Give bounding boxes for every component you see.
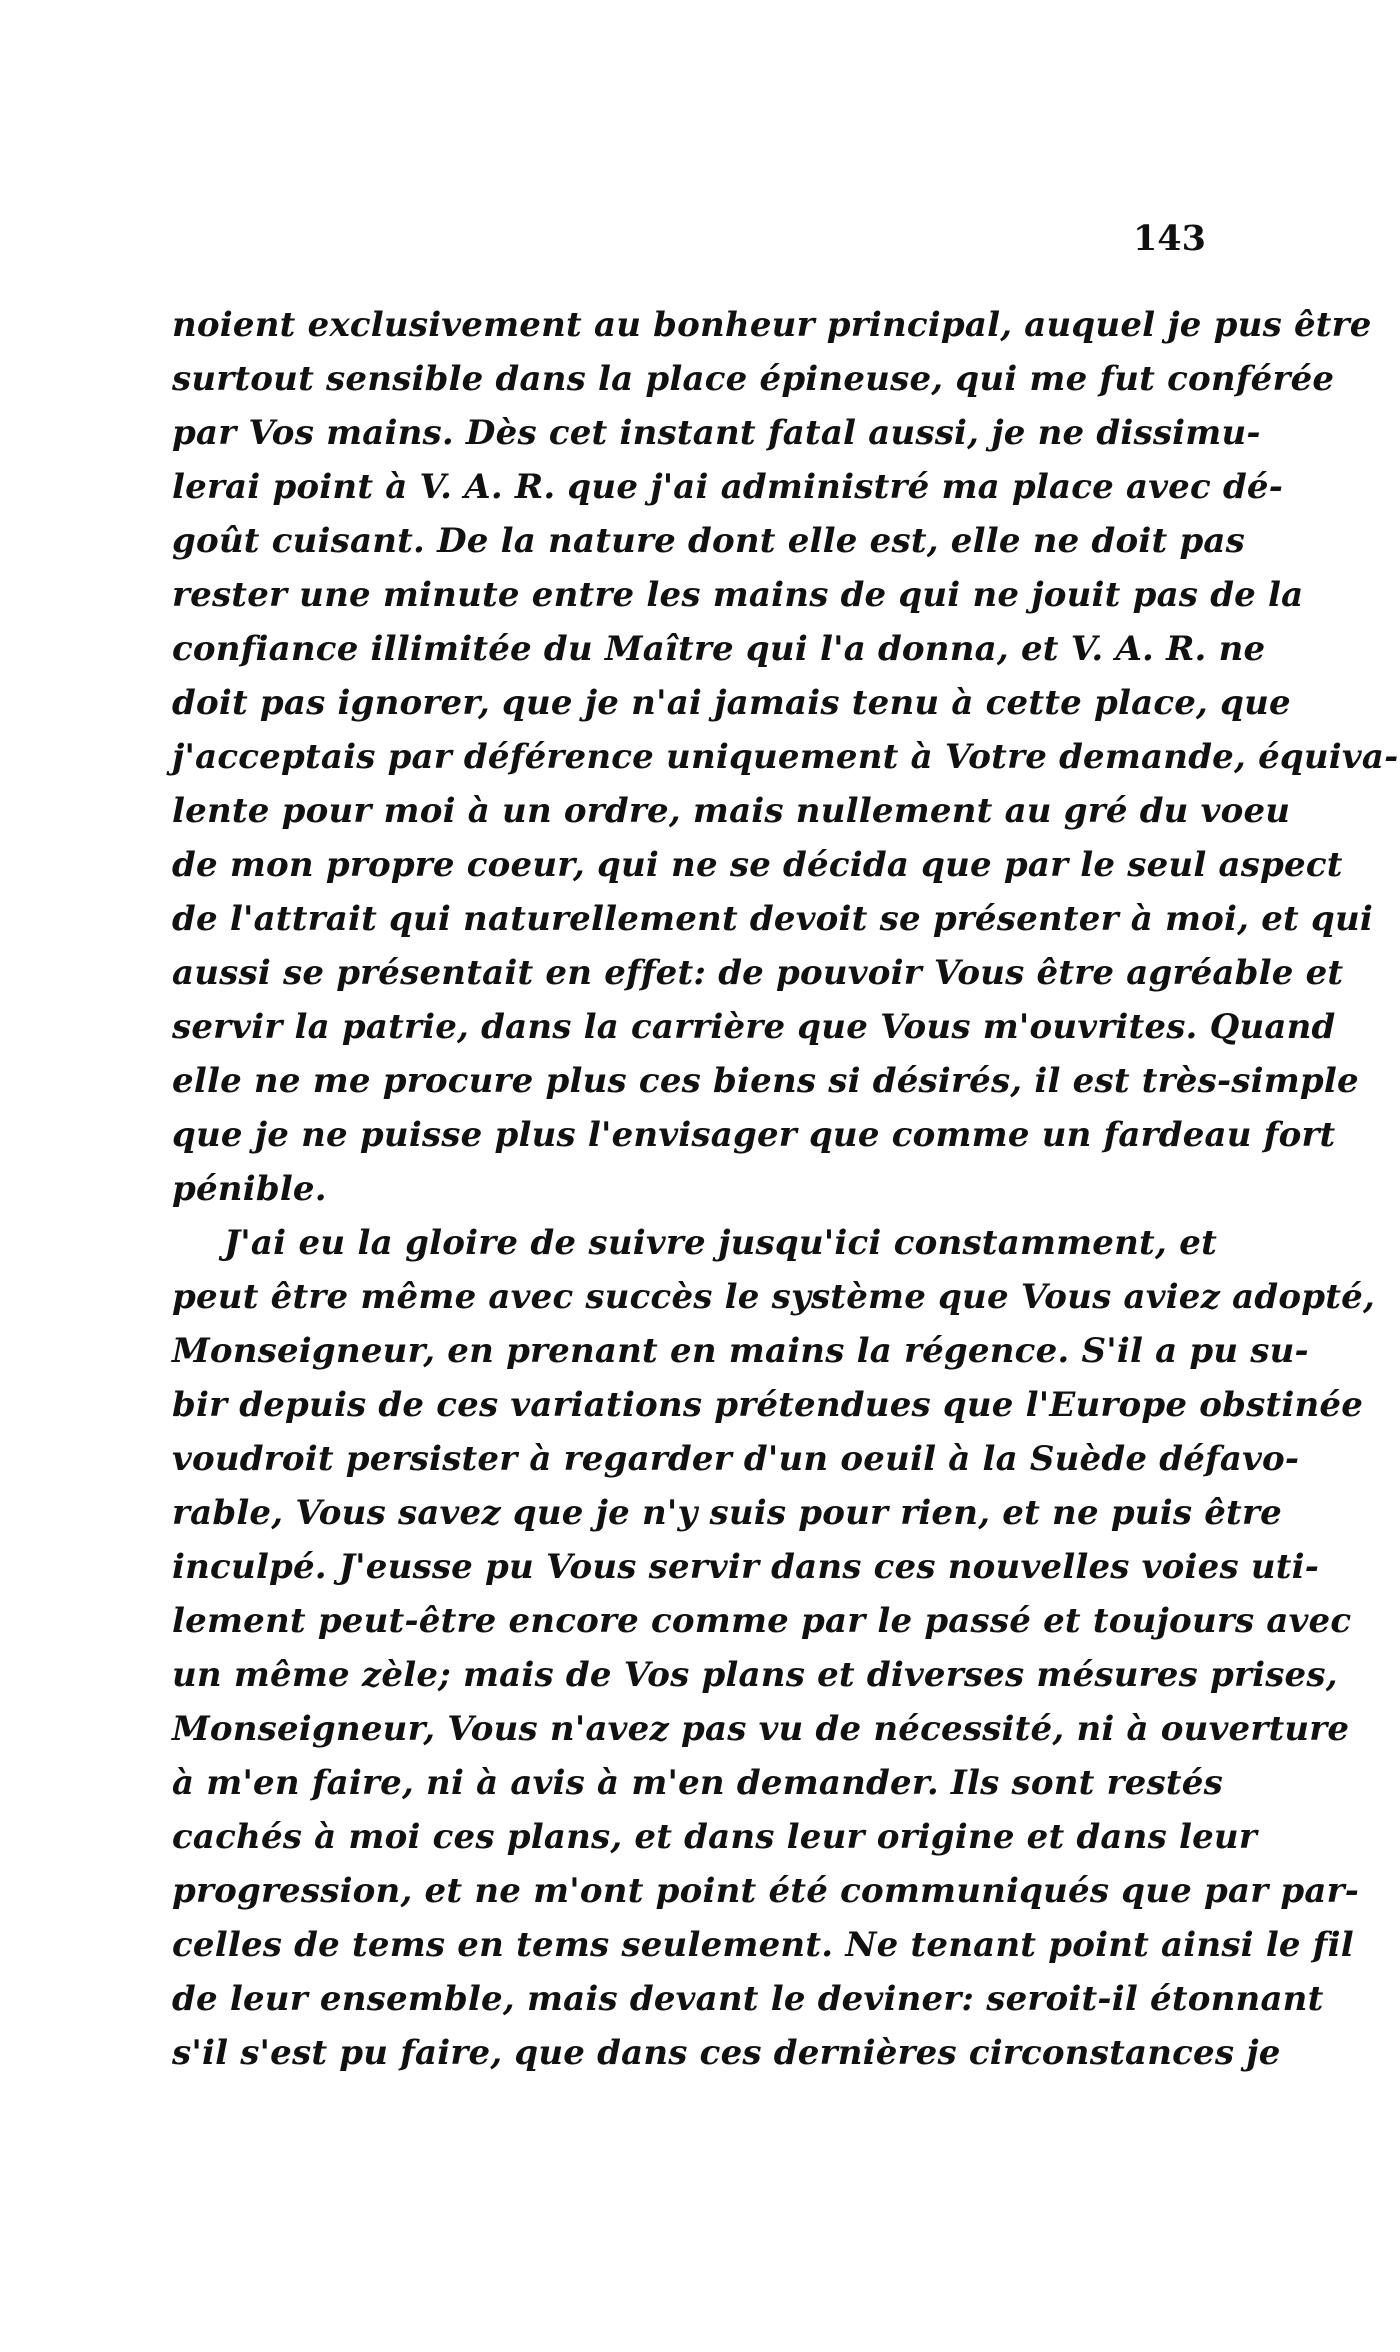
text-line: j'acceptais par déférence uniquement à Votre demande, équiva- xyxy=(172,737,1399,777)
text-line: peut être même avec succès le système que Vous aviez adopté, xyxy=(172,1277,1375,1317)
text-line: servir la patrie, dans la carrière que Vous m'ouvrites. Quand xyxy=(172,1007,1336,1047)
text-line: de l'attrait qui naturellement devoit se présenter à moi, et qui xyxy=(172,899,1374,939)
paragraph-1 xyxy=(172,298,1399,1216)
text-line: rester une minute entre les mains de qui ne jouit pas de la xyxy=(172,575,1304,615)
paragraph-2 xyxy=(172,1216,1375,2080)
text-line: noient exclusivement au bonheur principal, auquel je pus être xyxy=(172,305,1372,345)
text-line: elle ne me procure plus ces biens si désirés, il est très-simple xyxy=(172,1061,1359,1101)
text-line: goût cuisant. De la nature dont elle est, elle ne doit pas xyxy=(172,521,1245,561)
text-line: s'il s'est pu faire, que dans ces dernières circonstances je xyxy=(172,2033,1281,2073)
text-line: bir depuis de ces variations prétendues que l'Europe obstinée xyxy=(172,1385,1364,1425)
text-line: rable, Vous savez que je n'y suis pour rien, et ne puis être xyxy=(172,1493,1282,1533)
text-line: par Vos mains. Dès cet instant fatal aussi, je ne dissimu- xyxy=(172,413,1261,453)
text-line: J'ai eu la gloire de suivre jusqu'ici constamment, et xyxy=(224,1223,1217,1263)
text-line: lement peut-être encore comme par le passé et toujours avec xyxy=(172,1601,1352,1641)
text-line: à m'en faire, ni à avis à m'en demander. Ils sont restés xyxy=(172,1763,1223,1803)
text-line: voudroit persister à regarder d'un oeuil à la Suède défavo- xyxy=(172,1439,1300,1479)
text-line: lerai point à V. A. R. que j'ai administré ma place avec dé- xyxy=(172,467,1284,507)
text-line: doit pas ignorer, que je n'ai jamais tenu à cette place, que xyxy=(172,683,1291,723)
text-line: confiance illimitée du Maître qui l'a donna, et V. A. R. ne xyxy=(172,629,1266,669)
text-line: pénible. xyxy=(172,1169,327,1209)
text-line: cachés à moi ces plans, et dans leur origine et dans leur xyxy=(172,1817,1257,1857)
text-line: Monseigneur, en prenant en mains la régence. S'il a pu su- xyxy=(172,1331,1309,1371)
text-line: aussi se présentait en effet: de pouvoir Vous être agréable et xyxy=(172,953,1344,993)
text-line: de leur ensemble, mais devant le deviner: seroit-il étonnant xyxy=(172,1979,1324,2019)
text-line: progression, et ne m'ont point été communiqués que par par- xyxy=(172,1871,1360,1911)
body-text xyxy=(172,298,1399,2080)
text-line: surtout sensible dans la place épineuse, qui me fut conférée xyxy=(172,359,1335,399)
text-line: lente pour moi à un ordre, mais nullement au gré du voeu xyxy=(172,791,1291,831)
page-number: 143 xyxy=(1132,218,1206,259)
text-line: un même zèle; mais de Vos plans et diverses mésures prises, xyxy=(172,1655,1338,1695)
text-line: que je ne puisse plus l'envisager que comme un fardeau fort xyxy=(172,1115,1336,1155)
text-line: inculpé. J'eusse pu Vous servir dans ces nouvelles voies uti- xyxy=(172,1547,1320,1587)
text-line: celles de tems en tems seulement. Ne tenant point ainsi le fil xyxy=(172,1925,1354,1965)
text-line: Monseigneur, Vous n'avez pas vu de nécessité, ni à ouverture xyxy=(172,1709,1350,1749)
text-line: de mon propre coeur, qui ne se décida que par le seul aspect xyxy=(172,845,1343,885)
